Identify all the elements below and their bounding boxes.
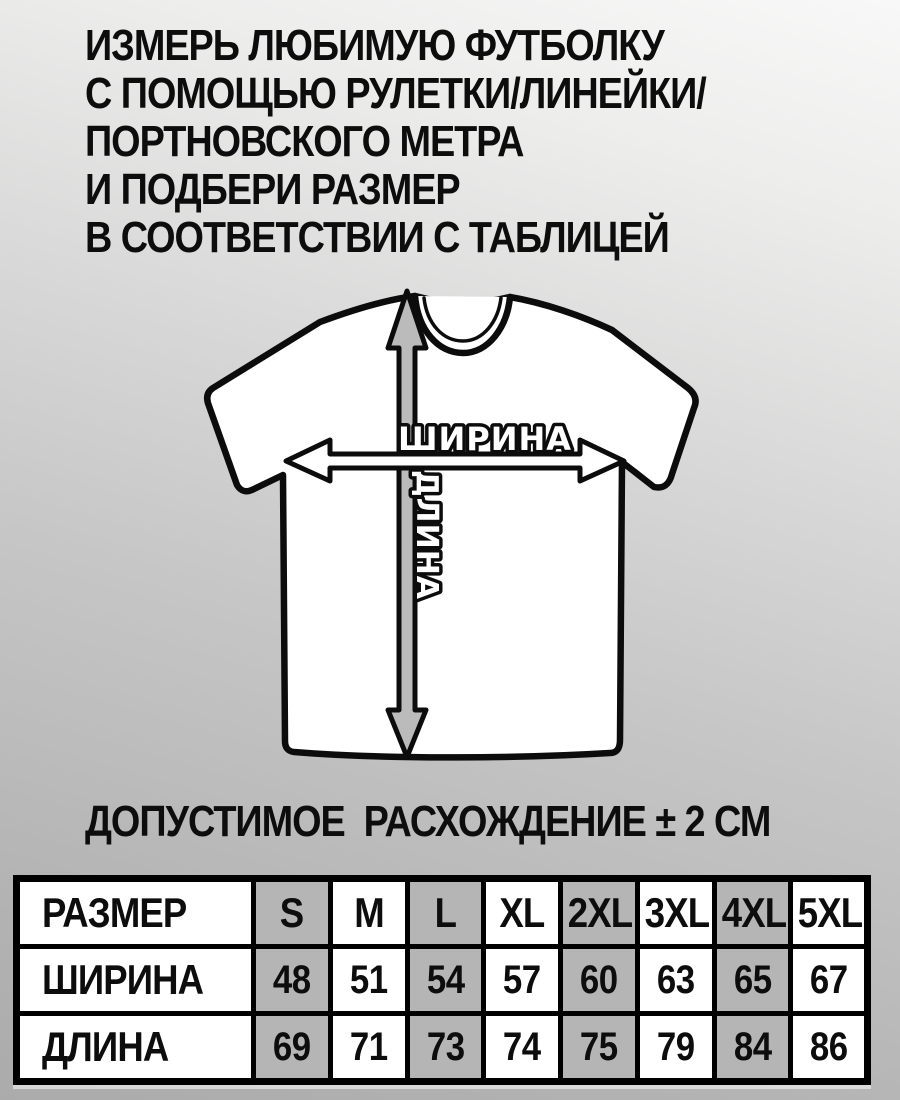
instructions-line: ПОРТНОВСКОГО МЕТРА [85,117,524,166]
row-label-cell: ДЛИНА [17,1014,254,1082]
size-table-header-row [17,879,868,947]
instructions-heading [85,22,706,262]
length-value-cell: 84 [714,1014,791,1082]
width-value-cell: 67 [791,947,868,1014]
width-value-cell: 60 [561,947,638,1014]
instructions-line: И ПОДБЕРИ РАЗМЕР [85,165,460,214]
length-value-cell: 79 [637,1014,714,1082]
tshirt-diagram-svg [180,278,720,778]
size-table-corner-cell: РАЗМЕР [17,879,254,947]
width-value-cell: 54 [407,947,484,1014]
instructions-line: В СООТВЕТСТВИИ С ТАБЛИЦЕЙ [85,213,669,262]
size-header-cell: L [407,879,484,947]
size-header-cell: S [254,879,331,947]
length-value-cell: 71 [330,1014,407,1082]
instructions-line: С ПОМОЩЬЮ РУЛЕТКИ/ЛИНЕЙКИ/ [85,69,706,118]
tolerance-note: ДОПУСТИМОЕ РАСХОЖДЕНИЕ ± 2 СМ [85,797,771,846]
width-row [17,947,868,1014]
length-arrow-label: ДЛИНА [409,469,444,601]
length-value-cell: 74 [484,1014,561,1082]
tshirt-measurement-diagram [180,278,720,778]
row-label-cell: ШИРИНА [17,947,254,1014]
size-header-cell: 2XL [561,879,638,947]
width-value-cell: 57 [484,947,561,1014]
size-table [13,875,871,1085]
instructions-line: ИЗМЕРЬ ЛЮБИМУЮ ФУТБОЛКУ [85,21,664,70]
size-header-cell: 4XL [714,879,791,947]
tshirt-outline [207,296,695,757]
size-header-cell: XL [484,879,561,947]
length-value-cell: 75 [561,1014,638,1082]
width-arrow-label: ШИРИНА [397,420,573,458]
size-header-cell: 5XL [791,879,868,947]
length-value-cell: 86 [791,1014,868,1082]
width-value-cell: 48 [254,947,331,1014]
length-row [17,1014,868,1082]
size-header-cell: 3XL [637,879,714,947]
size-header-cell: M [330,879,407,947]
width-value-cell: 63 [637,947,714,1014]
width-value-cell: 65 [714,947,791,1014]
length-value-cell: 69 [254,1014,331,1082]
length-value-cell: 73 [407,1014,484,1082]
width-value-cell: 51 [330,947,407,1014]
